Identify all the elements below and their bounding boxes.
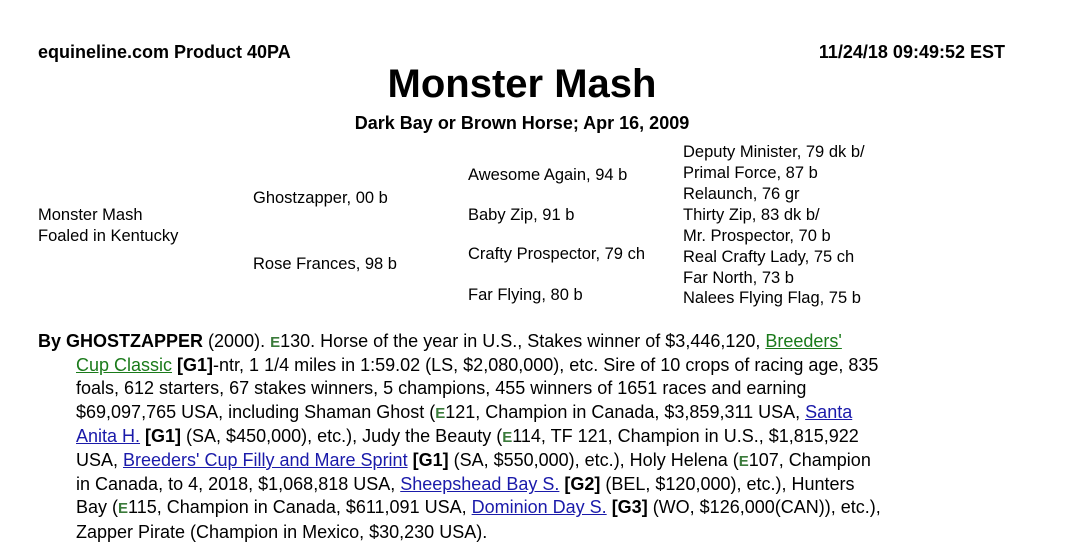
page-title: Monster Mash (387, 62, 657, 106)
pedigree-dam: Rose Frances, 98 b (253, 255, 397, 273)
grade-label: [G3] (611, 497, 648, 518)
grade-label: [G1] (412, 450, 449, 471)
equibase-e-icon: E (738, 453, 749, 471)
santa-anita-h-link[interactable]: Santa (805, 401, 853, 422)
pedigree-gen4: Thirty Zip, 83 dk b/ (683, 206, 820, 224)
pedigree-foaled: Foaled in Kentucky (38, 227, 179, 245)
breeders-cup-classic-link[interactable]: Breeders' (765, 331, 842, 351)
pedigree-gen3: Far Flying, 80 b (468, 286, 583, 304)
pedigree-gen4: Mr. Prospector, 70 b (683, 227, 831, 245)
equibase-e-icon: E (435, 404, 446, 422)
sheepshead-bay-s-link[interactable]: Sheepshead Bay S. (400, 474, 560, 495)
pedigree-gen4: Relaunch, 76 gr (683, 185, 800, 203)
grade-label: [G1] (177, 355, 214, 376)
pedigree-gen4: Deputy Minister, 79 dk b/ (683, 143, 865, 161)
grade-label: [G1] (145, 425, 182, 446)
timestamp: 11/24/18 09:49:52 EST (818, 42, 1005, 62)
page-subtitle: Dark Bay or Brown Horse; Apr 16, 2009 (354, 113, 690, 133)
product-label: equineline.com Product 40PA (38, 42, 291, 62)
pedigree-gen3: Crafty Prospector, 79 ch (468, 245, 645, 263)
pedigree-gen4: Primal Force, 87 b (683, 164, 818, 182)
by-label: By (38, 331, 62, 351)
breeders-cup-classic-link[interactable]: Cup Classic (76, 355, 173, 376)
pedigree-gen3: Baby Zip, 91 b (468, 206, 575, 224)
sire-description: By GHOSTZAPPER (2000). E130. Horse of the year in U.S., Stakes winner of $3,446,120, Breeders' Cup Classic [G1]-ntr, 1 1/4 miles in 1:59.02 (LS, $2,080,000), etc. Sire of 10 crops of racing age, 835 foals, 612 starters, 67 stakes winners, 5 champions, 455 winners of 1651 races and earning $69,097,765 USA, including Shaman Ghost (E121, Champion in Canada, $3,859,311 USA, Santa Anita H. [G1] (SA, $450,000), etc.), Judy the Beauty (E114, TF 121, Champion in U.S., $1,815,922 USA, Breeders' Cup Filly and Mare Sprint [G1] (SA, $550,000), etc.), Holy Helena (E107, Champion in Canada, to 4, 2018, $1,068,818 USA, Sheepshead Bay S. [G2] (BEL, $120,000), etc.), Hunters Bay (E115, Champion in Canada, $611,091 USA, Dominion Day S. [G3] (WO, $126,000(CAN)), etc.), Zapper Pirate (Champion in Mexico, $30,230 USA). (38, 331, 881, 542)
pedigree-gen3: Awesome Again, 94 b (468, 166, 628, 184)
grade-label: [G2] (564, 474, 601, 495)
breeders-cup-filly-mare-sprint-link[interactable]: Breeders' Cup Filly and Mare Sprint (123, 450, 408, 471)
pedigree-horse: Monster Mash (38, 206, 143, 224)
pedigree-gen4: Far North, 73 b (683, 269, 794, 287)
equibase-e-icon: E (118, 500, 129, 518)
santa-anita-h-link[interactable]: Anita H. (76, 425, 141, 446)
pedigree-gen4: Real Crafty Lady, 75 ch (683, 248, 855, 266)
pedigree-sire: Ghostzapper, 00 b (253, 189, 388, 207)
pedigree-gen4: Nalees Flying Flag, 75 b (683, 289, 861, 307)
equibase-e-icon: E (502, 428, 513, 446)
sire-name: GHOSTZAPPER (66, 331, 204, 351)
equibase-e-icon: E (270, 334, 281, 351)
dominion-day-s-link[interactable]: Dominion Day S. (471, 497, 607, 518)
